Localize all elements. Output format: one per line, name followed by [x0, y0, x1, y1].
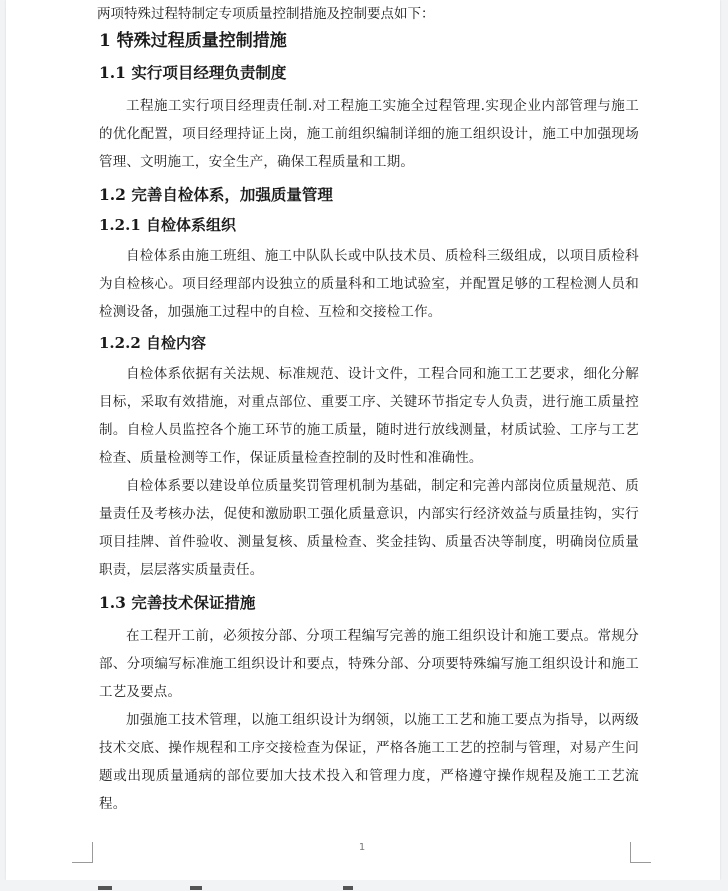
margin-corner-bottom-left: [72, 842, 93, 863]
page-number: 1: [358, 842, 366, 853]
document-page: [6, 0, 720, 880]
margin-corner-bottom-right: [630, 842, 651, 863]
heading-1-2-1: 1.2.1 自检体系组织: [99, 216, 236, 234]
heading-1-3: 1.3 完善技术保证措施: [99, 593, 256, 612]
paragraph-1-2-1: 自检体系由施工班组、施工中队队长或中队技术员、质检科三级组成，以项目质检科为自检核心。项目经理部内设独立的质量科和工地试验室，并配置足够的工程检测人员和检测设备，加强施工过程中的自检、互检和交接检工作。: [99, 248, 639, 320]
paragraph-1-3-b: 加强施工技术管理，以施工组织设计为纲领，以施工工艺和施工要点为指导，以两级技术交底、操作规程和工序交接检查为保证，严格各施工工艺的控制与管理，对易产生问题或出现质量通病的部位要加大技术投入和管理力度，严格遵守操作规程及施工工艺流程。: [99, 712, 639, 812]
page-content: [99, 4, 639, 818]
heading-1-1: 1.1 实行项目经理负责制度: [99, 63, 287, 82]
paragraph-1-1: 工程施工实行项目经理责任制.对工程施工实施全过程管理.实现企业内部管理与施工的优化配置，项目经理持证上岗，施工前组织编制详细的施工组织设计，施工中加强现场管理、文明施工，安全生产，确保工程质量和工期。: [99, 98, 639, 170]
next-page-mark: [98, 886, 112, 890]
heading-1: 1 特殊过程质量控制措施: [99, 31, 287, 51]
next-page-mark: [190, 886, 202, 890]
heading-1-2: 1.2 完善自检体系，加强质量管理: [99, 185, 333, 204]
paragraph-1-2-2-a: 自检体系依据有关法规、标准规范、设计文件，工程合同和施工工艺要求，细化分解目标，采取有效措施，对重点部位、重要工序、关键环节指定专人负责，进行施工质量控制。自检人员监控各个施工环节的施工质量，随时进行放线测量，材质试验、工序与工艺检查、质量检测等工作，保证质量检查控制的及时性和准确性。: [99, 366, 639, 466]
next-page-mark: [343, 886, 353, 890]
paragraph-1-2-2-b: 自检体系要以建设单位质量奖罚管理机制为基础，制定和完善内部岗位质量规范、质量责任及考核办法，促使和激励职工强化质量意识，内部实行经济效益与质量挂钩，实行项目挂牌、首件验收、测量复核、质量检查、奖金挂钩、质量否决等制度，明确岗位质量职责，层层落实质量责任。: [99, 478, 639, 578]
intro-text: 两项特殊过程特制定专项质量控制措施及控制要点如下：: [97, 6, 435, 22]
paragraph-1-3-a: 在工程开工前，必须按分部、分项工程编写完善的施工组织设计和施工要点。常规分部、分项编写标准施工组织设计和要点，特殊分部、分项要特殊编写施工组织设计和施工工艺及要点。: [99, 628, 639, 700]
heading-1-2-2: 1.2.2 自检内容: [99, 334, 206, 352]
